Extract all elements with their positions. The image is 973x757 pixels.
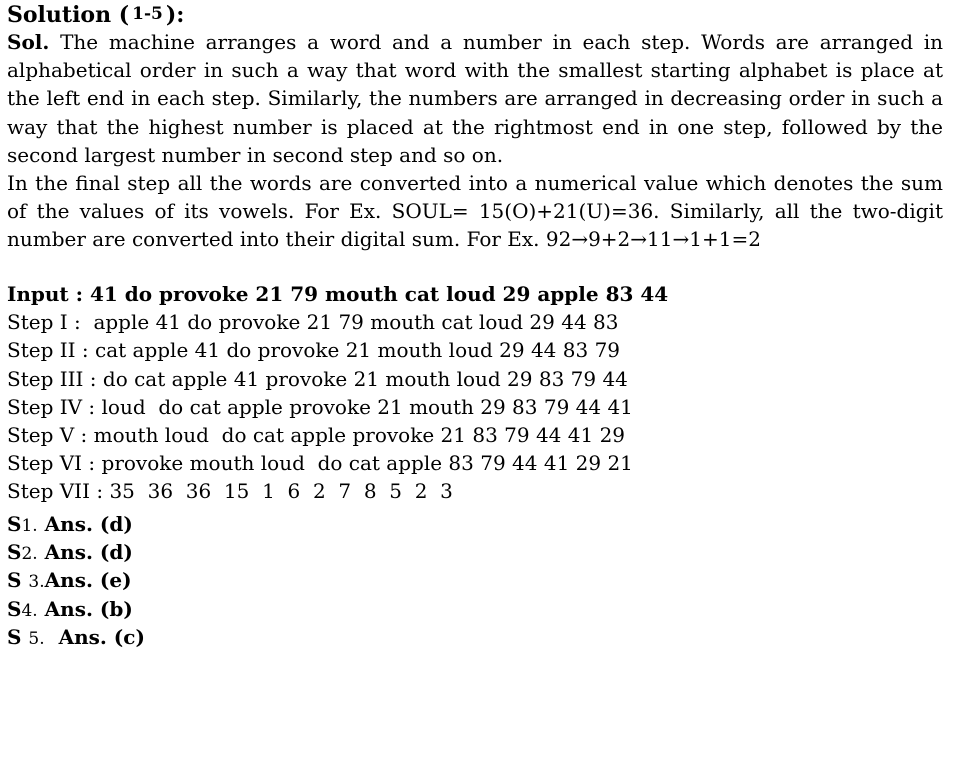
step-label: Step IV :	[7, 394, 102, 419]
step-list	[7, 280, 668, 506]
step-label: Step V :	[7, 422, 94, 447]
step-label: Step II :	[7, 338, 95, 363]
answer-row	[7, 623, 145, 651]
step-value: cat apple 41 do provoke 21 mouth loud 29 44 83 79	[95, 338, 621, 363]
step-value: apple 41 do provoke 21 79 mouth cat loud 29 44 83	[93, 310, 619, 335]
answer-row	[7, 510, 145, 538]
explanation-text-2: In the final step all the words are converted into a numerical value which denotes the sum of the values of its vowels. For Ex. SOUL= 15(O)+21(U)=36. Similarly, all the two-digit number are converted into their digital sum. For Ex. 92→9+2→11→1+1=2	[7, 171, 943, 252]
step-line	[7, 449, 668, 477]
answer-text: Ans. (d)	[37, 540, 133, 565]
step-line	[7, 336, 668, 364]
step-line	[7, 421, 668, 449]
answer-list	[7, 510, 145, 651]
answer-row	[7, 566, 145, 594]
answer-number: 5.	[28, 628, 45, 649]
explanation-text-1: The machine arranges a word and a number in each step. Words are arranged in alphabetical order in such a way that word with the smallest starting alphabet is place at the left end in each step. Similarly, the numbers are arranged in decreasing order in such a way that the highest number is placed at the rightmost end in one step, followed by the second largest number in second step and so on.	[7, 30, 943, 167]
step-line	[7, 393, 668, 421]
answer-row	[7, 538, 145, 566]
answer-prefix: S	[7, 512, 22, 536]
step-label: Step VII :	[7, 479, 110, 504]
step-value: loud do cat apple provoke 21 mouth 29 83 79 44 41	[101, 394, 633, 419]
step-label: Step III :	[7, 366, 103, 391]
heading-prefix: Solution (	[7, 2, 130, 28]
step-label: Step I :	[7, 310, 94, 335]
input-line	[7, 280, 668, 308]
answer-number: 3.	[28, 572, 45, 593]
solution-heading	[7, 1, 184, 28]
answer-prefix: S	[7, 568, 29, 593]
answer-prefix: S	[7, 596, 22, 621]
step-value: 41 do provoke 21 79 mouth cat loud 29 apple 83 44	[89, 282, 669, 306]
answer-row	[7, 595, 145, 623]
answer-text: Ans. (c)	[44, 624, 145, 649]
answer-number: 4.	[21, 600, 38, 621]
answer-prefix: S	[7, 624, 29, 649]
heading-suffix: ):	[165, 2, 185, 28]
answer-number: 2.	[21, 544, 38, 565]
answer-text: Ans. (b)	[37, 596, 133, 621]
step-value: provoke mouth loud do cat apple 83 79 44 41 29 21	[101, 451, 633, 476]
step-label: Input :	[7, 282, 90, 306]
step-label: Step VI :	[7, 451, 102, 476]
step-line	[7, 308, 668, 336]
answer-text: Ans. (d)	[37, 512, 133, 536]
step-value: mouth loud do cat apple provoke 21 83 79 44 41 29	[93, 422, 626, 447]
step-line	[7, 477, 668, 505]
step-line	[7, 365, 668, 393]
step-value: 35 36 36 15 1 6 2 7 8 5 2 3	[109, 479, 453, 504]
step-value: do cat apple 41 provoke 21 mouth loud 29 83 79 44	[102, 366, 628, 391]
answer-prefix: S	[7, 540, 22, 565]
answer-number: 1.	[21, 516, 38, 536]
explanation-paragraph-1	[7, 28, 943, 169]
answer-text: Ans. (e)	[44, 568, 132, 593]
sol-label: Sol.	[7, 30, 50, 54]
explanation-paragraph-2	[7, 169, 943, 254]
heading-range: 1-5	[132, 4, 163, 24]
